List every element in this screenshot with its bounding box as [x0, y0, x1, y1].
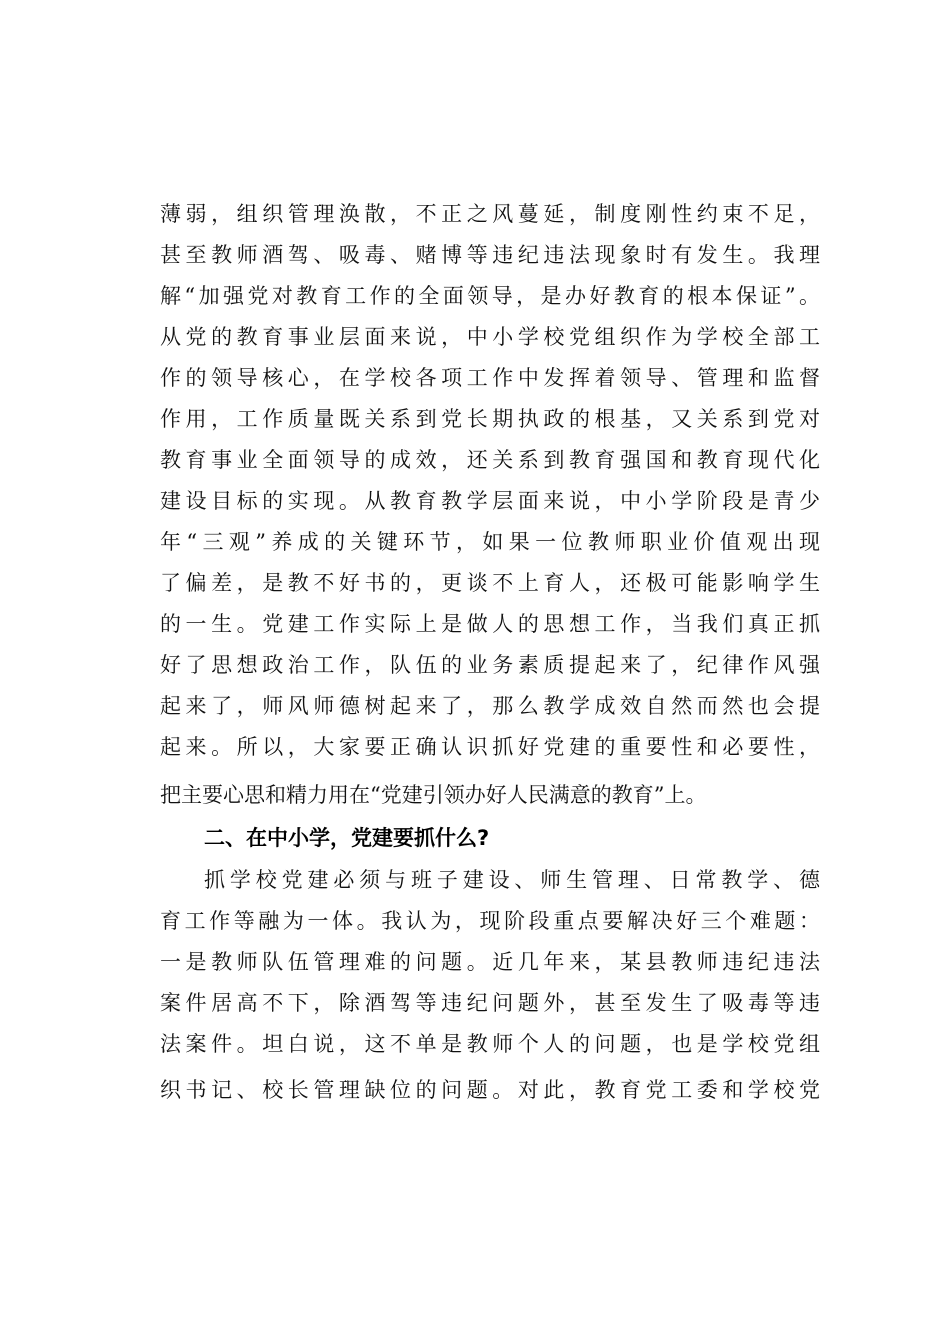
- paragraph-line: 解“加强党对教育工作的全面领导，是办好教育的根本保证”。: [160, 284, 820, 308]
- paragraph-line: 起来。所以，大家要正确认识抓好党建的重要性和必要性，: [160, 735, 820, 759]
- paragraph-line: 起来了，师风师德树起来了，那么教学成效自然而然也会提: [160, 694, 820, 718]
- section-heading: 二、在中小学，党建要抓什么?: [204, 826, 490, 850]
- paragraph-line: 育工作等融为一体。我认为，现阶段重点要解决好三个难题：: [160, 909, 820, 933]
- paragraph-line: 法案件。坦白说，这不单是教师个人的问题，也是学校党组: [160, 1032, 820, 1056]
- paragraph-line: 建设目标的实现。从教育教学层面来说，中小学阶段是青少: [160, 489, 820, 513]
- paragraph-line: 把主要心思和精力用在“党建引领办好人民满意的教育”上。: [160, 783, 707, 807]
- paragraph-line: 一是教师队伍管理难的问题。近几年来，某县教师违纪违法: [160, 950, 820, 974]
- paragraph-line: 年“三观”养成的关键环节，如果一位教师职业价值观出现: [160, 530, 820, 554]
- paragraph-line: 的一生。党建工作实际上是做人的思想工作，当我们真正抓: [160, 612, 820, 636]
- paragraph-line: 甚至教师酒驾、吸毒、赌博等违纪违法现象时有发生。我理: [160, 243, 820, 267]
- paragraph-line: 薄弱，组织管理涣散，不正之风蔓延，制度刚性约束不足，: [160, 202, 820, 226]
- paragraph-line: 从党的教育事业层面来说，中小学校党组织作为学校全部工: [160, 325, 820, 349]
- paragraph-line: 抓学校党建必须与班子建设、师生管理、日常教学、德: [204, 868, 820, 892]
- paragraph-line: 教育事业全面领导的成效，还关系到教育强国和教育现代化: [160, 448, 820, 472]
- paragraph-line: 织书记、校长管理缺位的问题。对此，教育党工委和学校党: [160, 1078, 820, 1102]
- paragraph-line: 作的领导核心，在学校各项工作中发挥着领导、管理和监督: [160, 366, 820, 390]
- paragraph-line: 好了思想政治工作，队伍的业务素质提起来了，纪律作风强: [160, 653, 820, 677]
- paragraph-line: 作用，工作质量既关系到党长期执政的根基，又关系到党对: [160, 407, 820, 431]
- paragraph-line: 了偏差，是教不好书的，更谈不上育人，还极可能影响学生: [160, 571, 820, 595]
- paragraph-line: 案件居高不下，除酒驾等违纪问题外，甚至发生了吸毒等违: [160, 991, 820, 1015]
